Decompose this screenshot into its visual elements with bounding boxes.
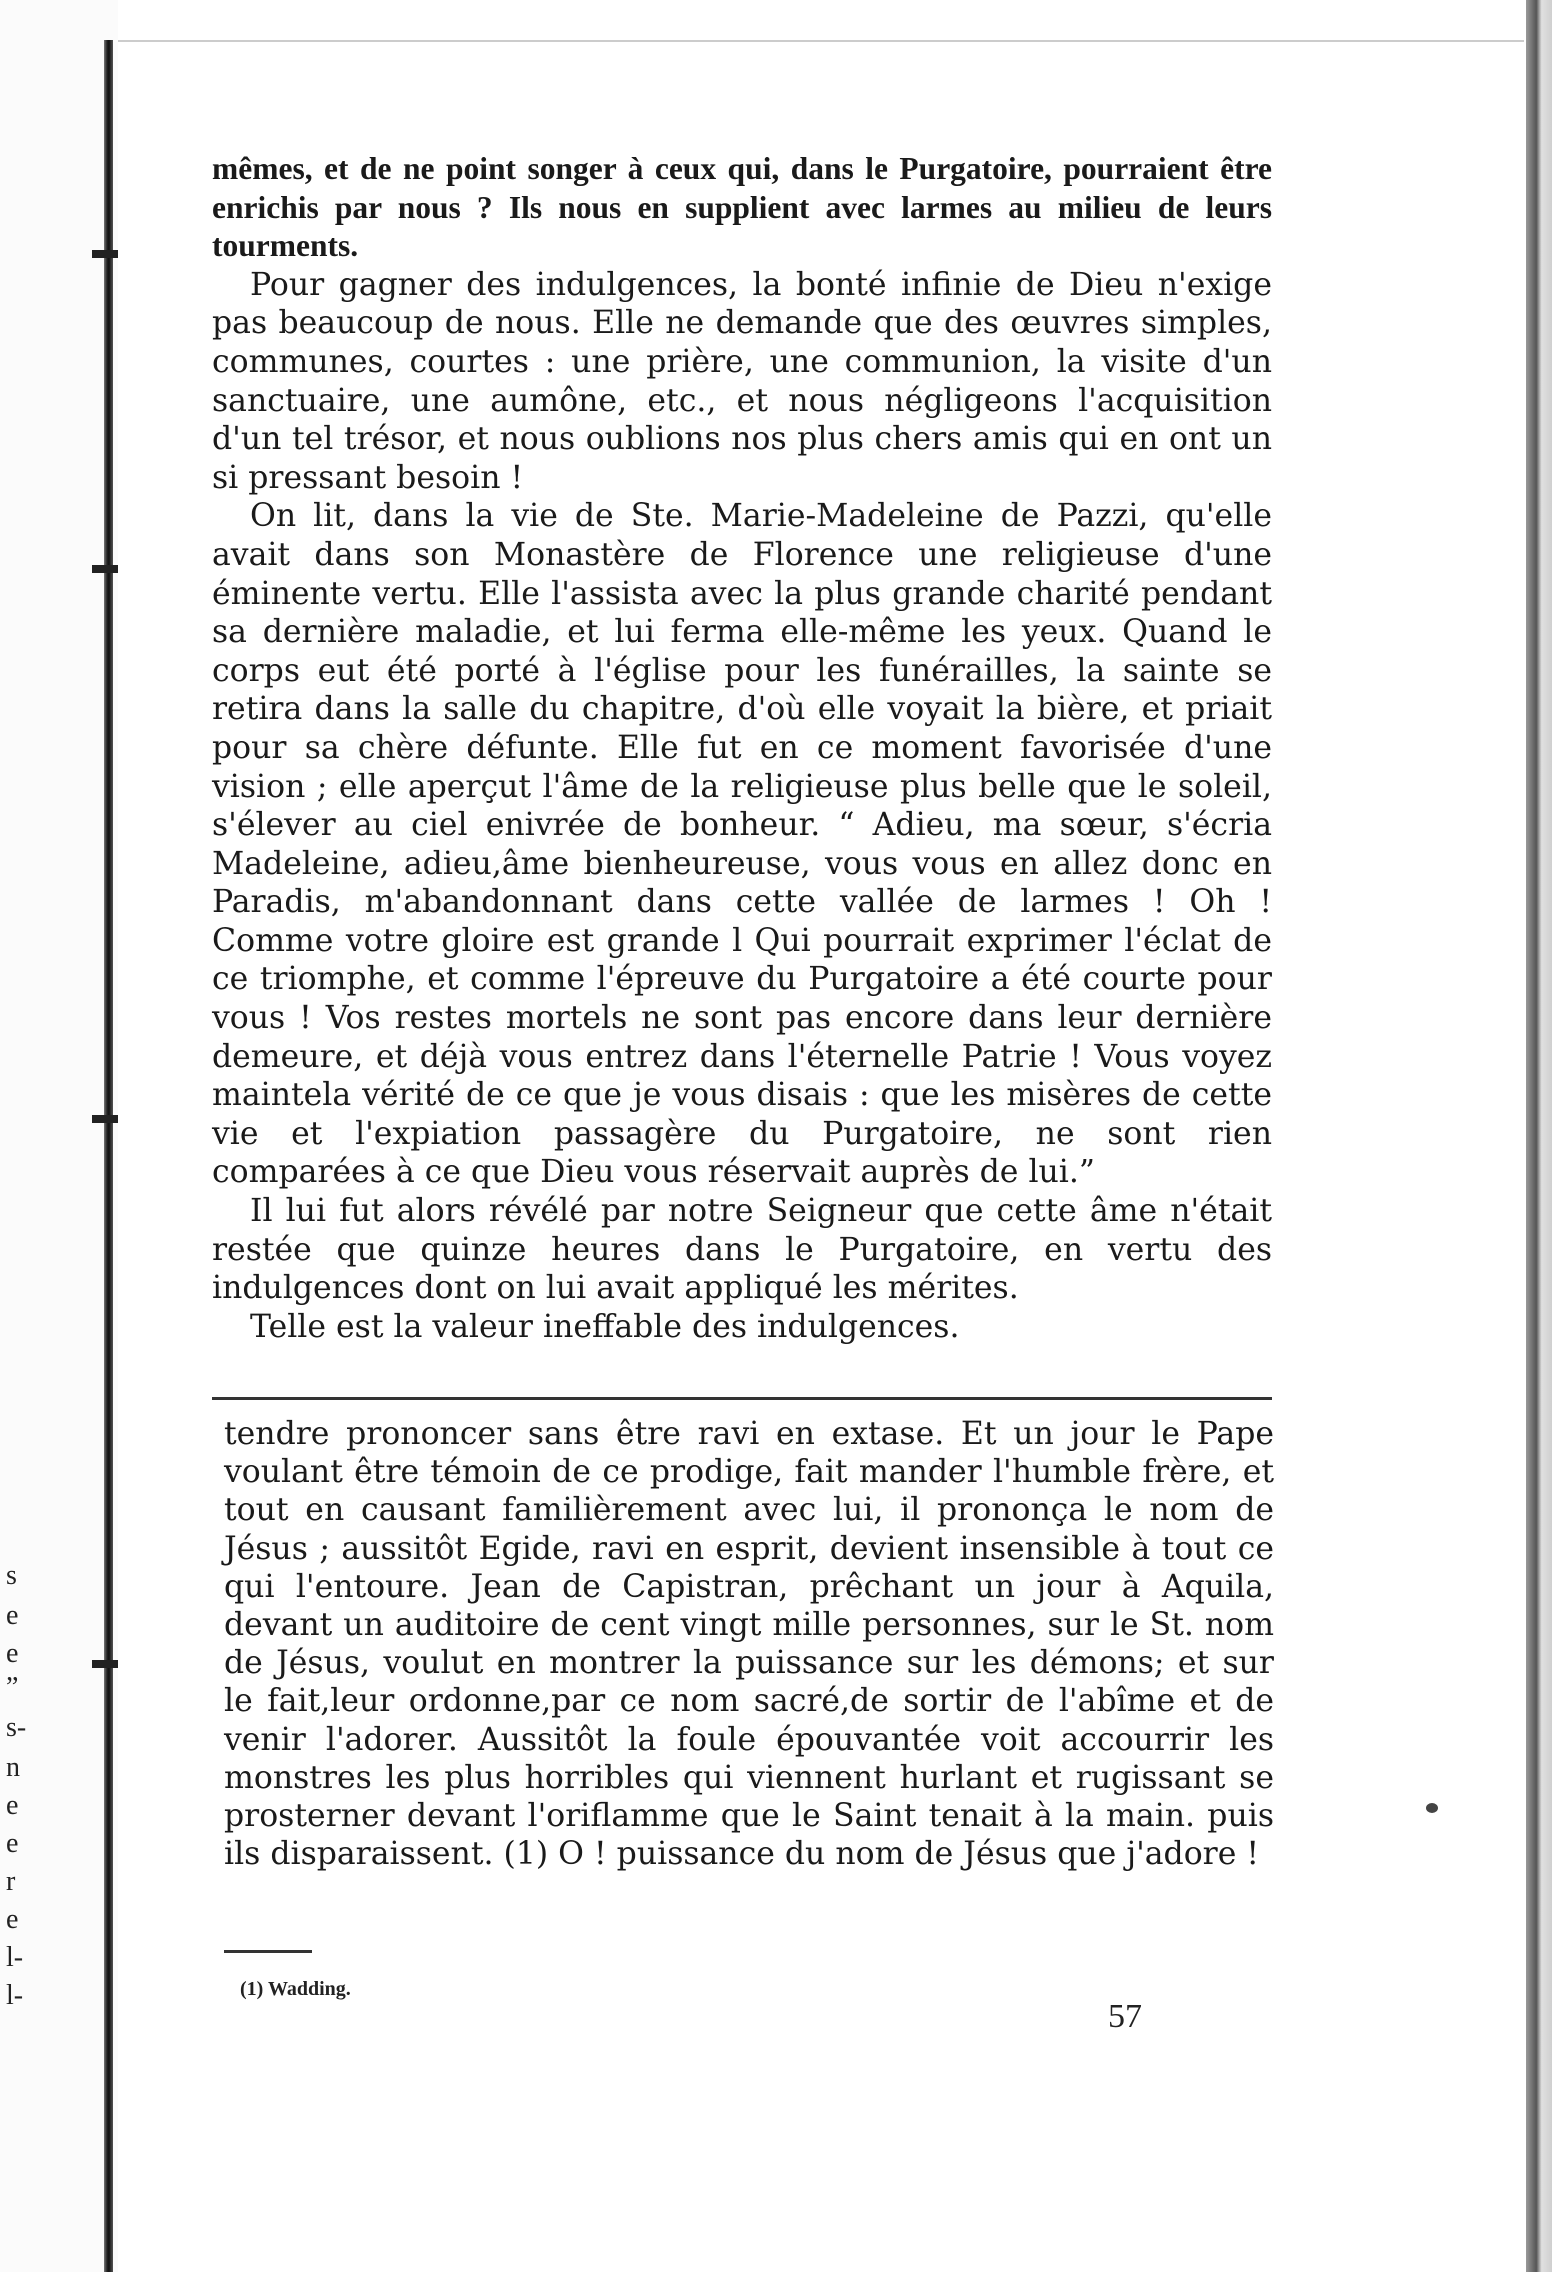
paragraph: Il lui fut alors révélé par notre Seigneur que cette âme n'était restée que quinze heures dans le Purgatoire, en vertu des indulgences dont on lui avait appliqué les mérites. <box>212 1193 1272 1307</box>
paragraph: On lit, dans la vie de Ste. Marie-Madeleine de Pazzi, qu'elle avait dans son Monastère de Florence une religieuse d'une éminente vertu. Elle l'assista avec la plus grande charité pendant sa dernière maladie, et lui ferma elle-même les yeux. Quand le corps eut été porté à l'église pour les funérailles, la sainte se retira dans la salle du chapitre, d'où elle voyait la bière, et priait pour sa chère défunte. Elle fut en ce moment favorisée d'une vision ; elle aperçut l'âme de la religieuse plus belle que le soleil, s'élever au ciel enivrée de bonheur. “ Adieu, ma sœur, s'écria Madeleine, adieu,âme bienheureuse, vous vous en allez donc en Paradis, m'abandonnant dans cette vallée de larmes ! Oh ! Comme votre gloire est grande l Qui pourrait exprimer l'éclat de ce triomphe, et comme l'épreuve du Purgatoire a été courte pour vous ! Vos restes mortels ne sont pas encore dans leur dernière demeure, et déjà vous entrez dans l'éternelle Patrie ! Vous voyez maintela vérité de ce que je vous disais : que les misères de cette vie et l'expiation passagère du Purgatoire, ne sont rien comparées à ce que Dieu vous réservait auprès de lui.” <box>212 498 1272 1191</box>
section-divider <box>212 1397 1272 1400</box>
main-text <box>212 150 1272 1346</box>
binding-stitch <box>92 250 118 258</box>
continued-text <box>224 1415 1274 1873</box>
margin-fragment: e <box>6 1638 19 1669</box>
margin-fragment: s <box>6 1560 17 1591</box>
footnote-rule <box>224 1950 312 1953</box>
paragraph: mêmes, et de ne point songer à ceux qui, dans le Purgatoire, pourraient être enrichis par nous ? Ils nous en supplient avec larmes au milieu de leurs tourments. <box>212 151 1272 264</box>
margin-fragment: r <box>6 1866 16 1897</box>
page-edge <box>1526 0 1552 2272</box>
margin-fragment: l- <box>6 1980 24 2011</box>
page-number: 57 <box>1108 1998 1142 2035</box>
margin-fragment: ” <box>6 1672 19 1703</box>
paragraph: Telle est la valeur ineffable des indulgences. <box>250 1308 960 1345</box>
margin-fragment: e <box>6 1828 19 1859</box>
margin-fragment: e <box>6 1904 19 1935</box>
margin-fragment: e <box>6 1600 19 1631</box>
binding-stitch <box>92 1115 118 1123</box>
margin-fragment: l- <box>6 1942 24 1973</box>
footnote: (1) Wadding. <box>240 1978 351 2000</box>
margin-fragment: e <box>6 1790 19 1821</box>
paragraph: Pour gagner des indulgences, la bonté infinie de Dieu n'exige pas beaucoup de nous. Elle ne demande que des œuvres simples, communes, courtes : une prière, une communion, la visite d'un sanctuaire, une aumône, etc., et nous négligeons l'acquisition d'un tel trésor, et nous oublions nos plus chers amis qui en ont un si pressant besoin ! <box>212 266 1272 496</box>
binding-stitch <box>92 1660 118 1668</box>
paragraph: tendre prononcer sans être ravi en extase. Et un jour le Pape voulant être témoin de ce prodige, fait mander l'humble frère, et tout en causant familièrement avec lui, il prononça le nom de Jésus ; aussitôt Egide, ravi en esprit, devient insensible à tout ce qui l'entoure. Jean de Capistran, prêchant un jour à Aquila, devant un auditoire de cent vingt mille personnes, sur le St. nom de Jésus, voulut en montrer la puissance sur les démons; et sur le fait,leur ordonne,par ce nom sacré,de sortir de l'abîme et de venir l'adorer. Aussitôt la foule épouvantée voit accourrir les monstres les plus horribles qui viennent hurlant et rugissant se prosterner devant l'oriflamme que le Saint tenait à la main. puis ils disparaissent. (1) O ! puissance du nom de Jésus que j'adore ! <box>224 1416 1274 1873</box>
margin-fragment: s- <box>6 1712 27 1743</box>
binding-rod <box>104 40 113 2272</box>
ink-speck <box>1426 1803 1438 1813</box>
binding-stitch <box>92 565 118 573</box>
margin-fragment: n <box>6 1752 20 1783</box>
book-binding <box>0 0 118 2272</box>
